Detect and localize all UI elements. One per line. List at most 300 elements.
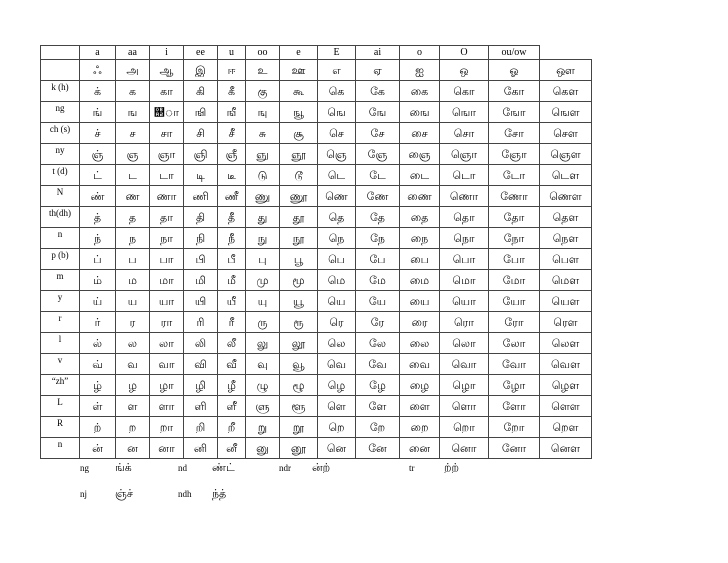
letter-cell: நு: [246, 228, 280, 249]
letter-cell: நெ: [318, 228, 356, 249]
letter-cell: ஔ: [540, 60, 592, 81]
letter-cell: ஞை: [400, 144, 440, 165]
letter-cell: ம்: [80, 270, 116, 291]
letter-cell: ழை: [400, 375, 440, 396]
letter-cell: னோ: [489, 438, 540, 459]
row-label: ch (s): [41, 123, 80, 144]
letter-cell: ச்: [80, 123, 116, 144]
letter-cell: சி: [184, 123, 218, 144]
letter-cell: கொ: [440, 81, 489, 102]
letter-cell: டௌ: [540, 165, 592, 186]
letter-cell: ழீ: [218, 375, 246, 396]
letter-cell: கௌ: [540, 81, 592, 102]
consonant-row: [41, 270, 592, 291]
letter-cell: பூ: [280, 249, 318, 270]
letter-cell: சீ: [218, 123, 246, 144]
letter-cell: ச: [116, 123, 150, 144]
letter-cell: ப்: [80, 249, 116, 270]
letter-cell: றூ: [280, 417, 318, 438]
letter-cell: ந்: [80, 228, 116, 249]
conjunct-label: ndh: [178, 489, 192, 499]
letter-cell: மை: [400, 270, 440, 291]
letter-cell: டொ: [440, 165, 489, 186]
letter-cell: வே: [356, 354, 400, 375]
letter-cell: ள: [116, 396, 150, 417]
letter-cell: நூ: [280, 228, 318, 249]
letter-cell: பு: [246, 249, 280, 270]
letter-cell: ஞ்: [80, 144, 116, 165]
letter-cell: ஞ: [116, 144, 150, 165]
letter-cell: பொ: [440, 249, 489, 270]
letter-cell: ழு: [246, 375, 280, 396]
letter-cell: தீ: [218, 207, 246, 228]
vowel-row: [41, 60, 592, 81]
letter-cell: ழௌ: [540, 375, 592, 396]
letter-cell: யூ: [280, 291, 318, 312]
letter-cell: யை: [400, 291, 440, 312]
letter-cell: ஏ: [356, 60, 400, 81]
conjunct-label: ng: [80, 463, 89, 473]
letter-cell: ழா: [150, 375, 184, 396]
vowel-header-cell: oo: [246, 46, 280, 60]
consonant-row: [41, 186, 592, 207]
letter-cell: ணொ: [440, 186, 489, 207]
letter-cell: ய்: [80, 291, 116, 312]
letter-cell: தெ: [318, 207, 356, 228]
letter-cell: ளு: [246, 396, 280, 417]
letter-cell: வொ: [440, 354, 489, 375]
letter-cell: வு: [246, 354, 280, 375]
letter-cell: ளூ: [280, 396, 318, 417]
letter-cell: ஙொ: [440, 102, 489, 123]
letter-cell: ஞூ: [280, 144, 318, 165]
letter-cell: சே: [356, 123, 400, 144]
row-label: p (b): [41, 249, 80, 270]
letter-cell: லே: [356, 333, 400, 354]
letter-cell: ட்: [80, 165, 116, 186]
vowel-header-cell: ai: [356, 46, 400, 60]
letter-cell: நே: [356, 228, 400, 249]
row-label: m: [41, 270, 80, 291]
letter-cell: து: [246, 207, 280, 228]
letter-cell: ஐ: [400, 60, 440, 81]
letter-cell: மு: [246, 270, 280, 291]
letter-cell: தி: [184, 207, 218, 228]
letter-cell: க்: [80, 81, 116, 102]
letter-cell: ணே: [356, 186, 400, 207]
letter-cell: கே: [356, 81, 400, 102]
letter-cell: தை: [400, 207, 440, 228]
consonant-row: [41, 102, 592, 123]
letter-cell: னௌ: [540, 438, 592, 459]
letter-cell: கீ: [218, 81, 246, 102]
conjunct-glyph: ஞ்ச்: [115, 487, 133, 500]
letter-cell: கூ: [280, 81, 318, 102]
row-label: n: [41, 228, 80, 249]
letter-cell: டூ: [280, 165, 318, 186]
letter-cell: ஞோ: [489, 144, 540, 165]
letter-cell: றை: [400, 417, 440, 438]
letter-cell: ரை: [400, 312, 440, 333]
letter-cell: கா: [150, 81, 184, 102]
letter-cell: னெ: [318, 438, 356, 459]
row-label: v: [41, 354, 80, 375]
letter-cell: ஢ா: [150, 102, 184, 123]
letter-cell: ஙே: [356, 102, 400, 123]
consonant-row: [41, 438, 592, 459]
letter-cell: ளி: [184, 396, 218, 417]
consonant-row: [41, 417, 592, 438]
letter-cell: ஞௌ: [540, 144, 592, 165]
letter-cell: வெ: [318, 354, 356, 375]
letter-cell: றி: [184, 417, 218, 438]
letter-cell: ரி: [184, 312, 218, 333]
letter-cell: த: [116, 207, 150, 228]
letter-cell: யு: [246, 291, 280, 312]
letter-cell: யெ: [318, 291, 356, 312]
letter-cell: றா: [150, 417, 184, 438]
letter-cell: ஙோ: [489, 102, 540, 123]
letter-cell: செ: [318, 123, 356, 144]
letter-cell: ற்: [80, 417, 116, 438]
letter-cell: டா: [150, 165, 184, 186]
letter-cell: லி: [184, 333, 218, 354]
letter-cell: நொ: [440, 228, 489, 249]
letter-cell: உ: [246, 60, 280, 81]
letter-cell: ன: [116, 438, 150, 459]
letter-cell: ணௌ: [540, 186, 592, 207]
letter-cell: மே: [356, 270, 400, 291]
letter-cell: வி: [184, 354, 218, 375]
letter-cell: டெ: [318, 165, 356, 186]
letter-cell: னா: [150, 438, 184, 459]
letter-cell: நோ: [489, 228, 540, 249]
row-label: n: [41, 438, 80, 459]
letter-cell: லூ: [280, 333, 318, 354]
vowel-header-cell: E: [318, 46, 356, 60]
letter-cell: ழோ: [489, 375, 540, 396]
letter-cell: ளோ: [489, 396, 540, 417]
letter-cell: னீ: [218, 438, 246, 459]
letter-cell: ந: [116, 228, 150, 249]
letter-cell: ஙௌ: [540, 102, 592, 123]
letter-cell: போ: [489, 249, 540, 270]
letter-cell: ரீ: [218, 312, 246, 333]
letter-cell: யீ: [218, 291, 246, 312]
conjunct-label: ndr: [279, 463, 291, 473]
conjunct-glyph: ற்ற்: [444, 461, 459, 474]
letter-cell: ஙீ: [218, 102, 246, 123]
vowel-header-cell: a: [80, 46, 116, 60]
letter-cell: றௌ: [540, 417, 592, 438]
row-label: y: [41, 291, 80, 312]
letter-cell: ர்: [80, 312, 116, 333]
letter-cell: றே: [356, 417, 400, 438]
letter-cell: அ: [116, 60, 150, 81]
letter-cell: நை: [400, 228, 440, 249]
letter-cell: சு: [246, 123, 280, 144]
letter-cell: பௌ: [540, 249, 592, 270]
row-label: N: [41, 186, 80, 207]
letter-cell: ரோ: [489, 312, 540, 333]
row-label: R: [41, 417, 80, 438]
row-label: r: [41, 312, 80, 333]
letter-cell: ஞொ: [440, 144, 489, 165]
letter-cell: ளொ: [440, 396, 489, 417]
letter-cell: யோ: [489, 291, 540, 312]
letter-cell: ஞி: [184, 144, 218, 165]
letter-cell: ரே: [356, 312, 400, 333]
letter-cell: னு: [246, 438, 280, 459]
letter-cell: பே: [356, 249, 400, 270]
letter-cell: றோ: [489, 417, 540, 438]
row-label: [41, 60, 80, 81]
letter-cell: ண்: [80, 186, 116, 207]
vowel-header-cell: ee: [184, 46, 218, 60]
letter-cell: லௌ: [540, 333, 592, 354]
letter-cell: ஊ: [280, 60, 318, 81]
letter-cell: டி: [184, 165, 218, 186]
letter-cell: கி: [184, 81, 218, 102]
letter-cell: பெ: [318, 249, 356, 270]
consonant-row: [41, 291, 592, 312]
letter-cell: வௌ: [540, 354, 592, 375]
letter-cell: ட: [116, 165, 150, 186]
letter-cell: ணை: [400, 186, 440, 207]
letter-cell: க: [116, 81, 150, 102]
vowel-header-cell: O: [440, 46, 489, 60]
letter-cell: நா: [150, 228, 184, 249]
consonant-row: [41, 123, 592, 144]
letter-cell: ணு: [246, 186, 280, 207]
letter-cell: நௌ: [540, 228, 592, 249]
letter-cell: சௌ: [540, 123, 592, 144]
letter-cell: ன்: [80, 438, 116, 459]
letter-cell: ரா: [150, 312, 184, 333]
letter-cell: ற: [116, 417, 150, 438]
letter-cell: ள்: [80, 396, 116, 417]
row-label: L: [41, 396, 80, 417]
conjunct-glyph: ன்ற்: [312, 461, 331, 474]
letter-cell: ளௌ: [540, 396, 592, 417]
letter-cell: ளே: [356, 396, 400, 417]
letter-cell: னூ: [280, 438, 318, 459]
letter-cell: ஞீ: [218, 144, 246, 165]
consonant-row: [41, 81, 592, 102]
letter-cell: ளை: [400, 396, 440, 417]
letter-cell: லோ: [489, 333, 540, 354]
letter-cell: தொ: [440, 207, 489, 228]
letter-cell: சா: [150, 123, 184, 144]
letter-cell: ளீ: [218, 396, 246, 417]
letter-cell: ளெ: [318, 396, 356, 417]
letter-cell: ஞு: [246, 144, 280, 165]
letter-cell: ல: [116, 333, 150, 354]
letter-cell: மீ: [218, 270, 246, 291]
letter-cell: லொ: [440, 333, 489, 354]
letter-cell: ழி: [184, 375, 218, 396]
letter-cell: வ்: [80, 354, 116, 375]
letter-cell: வூ: [280, 354, 318, 375]
vowel-header-cell: e: [280, 46, 318, 60]
letter-cell: டீ: [218, 165, 246, 186]
letter-cell: றெ: [318, 417, 356, 438]
letter-cell: ரௌ: [540, 312, 592, 333]
row-label: t (d): [41, 165, 80, 186]
vowel-header-cell: aa: [116, 46, 150, 60]
letter-cell: யே: [356, 291, 400, 312]
letter-cell: னொ: [440, 438, 489, 459]
letter-cell: நீ: [218, 228, 246, 249]
letter-cell: ஞே: [356, 144, 400, 165]
consonant-row: [41, 396, 592, 417]
letter-cell: ணா: [150, 186, 184, 207]
letter-cell: ரு: [246, 312, 280, 333]
letter-cell: ணீ: [218, 186, 246, 207]
letter-cell: எ: [318, 60, 356, 81]
letter-cell: சொ: [440, 123, 489, 144]
letter-cell: ணெ: [318, 186, 356, 207]
row-label: ny: [41, 144, 80, 165]
letter-cell: ஙெ: [318, 102, 356, 123]
letter-cell: ஙூ: [280, 102, 318, 123]
row-label: th(dh): [41, 207, 80, 228]
consonant-row: [41, 312, 592, 333]
letter-cell: பை: [400, 249, 440, 270]
letter-cell: ழூ: [280, 375, 318, 396]
letter-cell: மௌ: [540, 270, 592, 291]
letter-cell: டை: [400, 165, 440, 186]
letter-cell: பி: [184, 249, 218, 270]
vowel-header-cell: i: [150, 46, 184, 60]
letter-cell: தா: [150, 207, 184, 228]
letter-cell: னே: [356, 438, 400, 459]
letter-cell: ஞெ: [318, 144, 356, 165]
letter-cell: றீ: [218, 417, 246, 438]
letter-cell: ழெ: [318, 375, 356, 396]
letter-cell: லா: [150, 333, 184, 354]
letter-cell: கெ: [318, 81, 356, 102]
letter-cell: ஒ: [440, 60, 489, 81]
letter-cell: ண: [116, 186, 150, 207]
letter-cell: மொ: [440, 270, 489, 291]
letter-cell: ஃ: [80, 60, 116, 81]
letter-cell: ளா: [150, 396, 184, 417]
conjunct-glyph: ண்ட்: [212, 461, 235, 474]
letter-cell: ய: [116, 291, 150, 312]
letter-cell: டே: [356, 165, 400, 186]
letter-cell: தே: [356, 207, 400, 228]
letter-cell: ங்: [80, 102, 116, 123]
letter-cell: வை: [400, 354, 440, 375]
letter-cell: வா: [150, 354, 184, 375]
letter-cell: வோ: [489, 354, 540, 375]
letter-cell: மெ: [318, 270, 356, 291]
corner-cell: [41, 46, 80, 60]
letter-cell: லெ: [318, 333, 356, 354]
consonant-row: [41, 354, 592, 375]
letter-cell: று: [246, 417, 280, 438]
letter-cell: லை: [400, 333, 440, 354]
letter-cell: மி: [184, 270, 218, 291]
letter-cell: ஙி: [184, 102, 218, 123]
letter-cell: யி: [184, 291, 218, 312]
letter-cell: ஓ: [489, 60, 540, 81]
letter-cell: ஆ: [150, 60, 184, 81]
letter-cell: டு: [246, 165, 280, 186]
conjunct-label: nj: [80, 489, 88, 499]
letter-cell: ஈ: [218, 60, 246, 81]
letter-cell: சூ: [280, 123, 318, 144]
consonant-row: [41, 144, 592, 165]
letter-cell: ணூ: [280, 186, 318, 207]
row-label: ng: [41, 102, 80, 123]
consonant-row: [41, 207, 592, 228]
letter-cell: சை: [400, 123, 440, 144]
letter-cell: தூ: [280, 207, 318, 228]
letter-cell: நி: [184, 228, 218, 249]
alphabet-table: [40, 45, 592, 459]
letter-cell: ஙை: [400, 102, 440, 123]
letter-cell: லீ: [218, 333, 246, 354]
letter-cell: மோ: [489, 270, 540, 291]
letter-cell: றொ: [440, 417, 489, 438]
letter-cell: னி: [184, 438, 218, 459]
letter-cell: ல்: [80, 333, 116, 354]
vowel-header-row: [41, 46, 592, 60]
letter-cell: தோ: [489, 207, 540, 228]
consonant-row: [41, 249, 592, 270]
letter-cell: ரெ: [318, 312, 356, 333]
letter-cell: ம: [116, 270, 150, 291]
letter-cell: பீ: [218, 249, 246, 270]
letter-cell: ங: [116, 102, 150, 123]
consonant-row: [41, 333, 592, 354]
letter-cell: டோ: [489, 165, 540, 186]
letter-cell: இ: [184, 60, 218, 81]
letter-cell: மூ: [280, 270, 318, 291]
vowel-header-cell: o: [400, 46, 440, 60]
letter-cell: யொ: [440, 291, 489, 312]
vowel-header-cell: u: [218, 46, 246, 60]
consonant-row: [41, 375, 592, 396]
row-label: k (h): [41, 81, 80, 102]
letter-cell: மா: [150, 270, 184, 291]
letter-cell: ர: [116, 312, 150, 333]
conjunct-label: nd: [178, 463, 187, 473]
letter-cell: கை: [400, 81, 440, 102]
row-label: l: [41, 333, 80, 354]
letter-cell: யா: [150, 291, 184, 312]
conjunct-glyph: ந்த்: [212, 487, 227, 500]
conjunct-glyph: ங்க்: [115, 461, 132, 474]
letter-cell: வ: [116, 354, 150, 375]
letter-cell: ழொ: [440, 375, 489, 396]
letter-cell: தௌ: [540, 207, 592, 228]
letter-cell: ப: [116, 249, 150, 270]
letter-cell: யௌ: [540, 291, 592, 312]
letter-cell: ழே: [356, 375, 400, 396]
letter-cell: னை: [400, 438, 440, 459]
letter-cell: ஞா: [150, 144, 184, 165]
letter-cell: ணி: [184, 186, 218, 207]
letter-cell: ரொ: [440, 312, 489, 333]
letter-cell: சோ: [489, 123, 540, 144]
letter-cell: வீ: [218, 354, 246, 375]
letter-cell: லு: [246, 333, 280, 354]
conjunct-label: tr: [409, 463, 415, 473]
letter-cell: ஙு: [246, 102, 280, 123]
